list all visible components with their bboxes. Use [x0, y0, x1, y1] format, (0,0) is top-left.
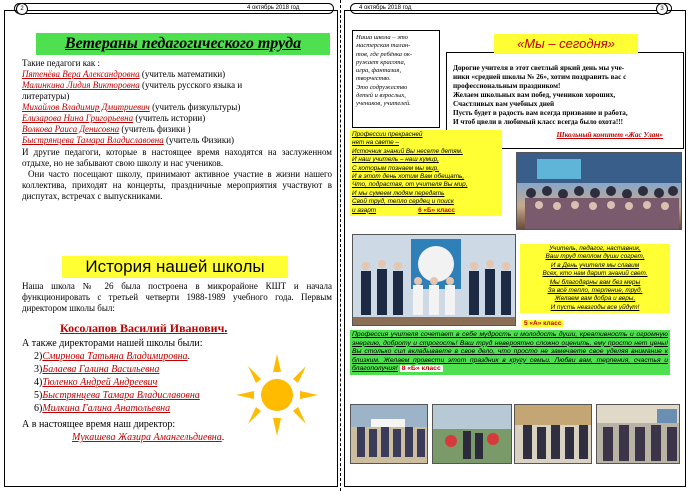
profession-text: Профессия учителя сочетает в себе мудрость и молодость души, креативность и огромную энергию, доброту и строгость! Ваш труд невероятно сложно оценить, ему просто нет цены! Вы столько сил вкладываете в свое дело, что просто не замечаете свое уделяя внимание к близким. Желаем провести этот праздник в кругу семьи. Любви вам, терпения, счастья и благополучия!	[352, 331, 668, 373]
event-photo-3	[514, 404, 592, 464]
poem-line: тов, где ребёнка ок-	[356, 50, 413, 58]
poem-line: И в День учителя мы славим	[550, 261, 640, 269]
poem-line: учеников, учителей.	[356, 100, 411, 108]
greeting-line: профессиональным праздником!	[453, 82, 561, 90]
current-director-name: Мукашева Жазира Амангельдиевна	[72, 432, 222, 443]
director-name: Тюленко Андрей Андреевич	[42, 377, 158, 388]
poem-line: Ваш труд теплом души согрет,	[545, 253, 645, 261]
teacher-role: (учитель математики)	[141, 69, 226, 79]
founder-name-text: Косолапов Василий Иванович	[60, 321, 225, 335]
poem-5a	[520, 244, 670, 313]
poem-line: творчество.	[356, 75, 391, 83]
teacher-name: Быстрянцева Тамара Владиславовна	[22, 135, 164, 145]
director-name: Милкина Галина Анатольевна	[42, 403, 171, 414]
teacher-role: (учитель Физики)	[165, 135, 235, 145]
greeting-line: Счастливых вам учебных дней	[453, 100, 555, 108]
class-tag: 6 «Б» класс	[418, 206, 455, 214]
event-photo-2	[432, 404, 512, 464]
teacher-profession-text	[350, 330, 670, 375]
history-para: Наша школа № 26 была построена в микрорайоне КШТ и начала функционировать с третьей четверти 1988-1989 учебного года. Первым директором школы был:	[22, 281, 332, 313]
poem-line: детей и взрослых,	[356, 92, 406, 100]
directors-label: А также директорами нашей школы были:	[22, 338, 203, 349]
veterans-intro: Такие педагоги как :	[22, 58, 101, 68]
current-director-dot: .	[221, 432, 225, 443]
center-fold-line	[340, 0, 341, 491]
veterans-para-2: Они часто посещают школу, принимают активное участие в жизни нашего коллектива, приходят на концерты, праздничные мероприятия участвуют в диспутах, встречах с выпускниками.	[22, 169, 332, 201]
director-item	[22, 350, 262, 363]
school-poem-box	[352, 30, 440, 128]
teacher-role: литературы)	[22, 91, 70, 101]
greeting-line: И чтоб цвели в любимый класс всегда было охота!!!	[453, 118, 623, 126]
poem-line: Всех, кто нам дарит знаний свет.	[542, 270, 648, 278]
poem-line: Желаем вам добра и веры,	[554, 295, 636, 303]
director-item	[22, 363, 262, 376]
right-header-date: 4 октябрь 2018 год	[359, 5, 412, 11]
founder-name	[60, 321, 227, 336]
veterans-para-1: И другие педагоги, которые в настоящее время находятся на заслуженном отдыхе, но не забывают свою школу и нас учеников.	[22, 147, 332, 168]
directors-section	[22, 337, 262, 444]
director-num: 5)	[34, 390, 43, 401]
teacher-row	[22, 102, 332, 113]
poem-line: нет на свете –	[352, 139, 400, 147]
teacher-name: Елизарова Нина Григорьевна	[22, 113, 134, 123]
poem-line: С которым познаем мы мир.	[352, 164, 439, 172]
poem-line: Источник знаний Вы несете детям.	[352, 147, 463, 155]
greeting-line: ники «средней школы № 26», хотим поздравить вас с	[453, 73, 627, 81]
teacher-row	[22, 69, 332, 80]
stage-concert-photo	[352, 234, 516, 326]
poem-line: Это содружество	[356, 83, 408, 91]
teacher-row	[22, 113, 332, 124]
poem-line: и азарт	[352, 206, 377, 214]
director-item	[22, 376, 262, 389]
history-title: История нашей школы	[62, 256, 288, 278]
left-header-date: 4 октябрь 2018 год	[247, 5, 300, 11]
class-tag-8b: 8 «Б» класс	[401, 365, 441, 373]
class-tag-5a: 5 «А» класс	[524, 320, 562, 327]
greeting-title: «Мы – сегодня»	[494, 34, 638, 54]
event-photo-4	[596, 404, 680, 464]
director-num: 3)	[34, 364, 43, 375]
teacher-row	[22, 91, 332, 102]
director-end: .	[187, 351, 191, 362]
director-num: 6)	[34, 403, 43, 414]
poem-line: За всё тепло, терпение, труд.	[547, 287, 643, 295]
poem-line: игра, фантазия,	[356, 67, 402, 75]
teacher-row	[22, 80, 332, 91]
director-name: Быстрянцева Тамара Владиславовна	[42, 390, 200, 401]
poem-line: И в этот день хотим Вам обещать,	[352, 173, 465, 181]
veterans-section	[22, 58, 332, 202]
teacher-role: (учитель истории)	[135, 113, 206, 123]
teachers-group-photo	[516, 152, 682, 230]
sun-icon	[232, 352, 322, 438]
teacher-name: Малинкина Лидия Викторовна	[22, 80, 140, 90]
teacher-name: Михайлов Владимир Дмитриевич	[22, 102, 150, 112]
director-num: 2)	[34, 351, 43, 362]
teacher-role: (учитель физики )	[121, 124, 191, 134]
director-name: Смирнова Татьяна Владимировна	[42, 351, 188, 362]
director-name: Балаева Галина Васильевна	[42, 364, 160, 375]
poem-6b	[350, 130, 502, 216]
poem-line: Что, подрастая, от учителя Вы мир,	[352, 181, 468, 189]
right-header-bar	[350, 3, 672, 14]
founder-dot: .	[224, 321, 228, 335]
teacher-role: (учитель физкультуры)	[152, 102, 241, 112]
teacher-row	[22, 124, 332, 135]
director-item	[22, 402, 262, 415]
poem-line: Учитель, педагог, наставник,	[549, 245, 641, 252]
greeting-line: Дорогие учителя в этот светлый яркий день мы уче-	[453, 64, 625, 72]
greeting-signature: Школьный комитет «Жас Улан»	[556, 131, 663, 139]
teacher-name: Волкова Раиса Денисовна	[22, 124, 120, 134]
poem-line: Мы благодарны вам без меры	[549, 278, 641, 286]
director-item	[22, 389, 262, 402]
current-director	[22, 431, 262, 444]
teacher-row	[22, 135, 332, 146]
veterans-title: Ветераны педагогического труда	[36, 33, 330, 55]
greeting-line: Желаем школьных вам побед, учеников хороших,	[453, 91, 616, 99]
teacher-name: Пятенёва Вера Александровна	[22, 69, 140, 79]
poem-line: ружает красота,	[356, 58, 406, 66]
poem-line: И пусть невзгоды все уйдут!	[550, 303, 640, 311]
event-photo-1	[350, 404, 428, 464]
poem-line: мастерская талан-	[356, 42, 411, 50]
right-page-number: 3	[656, 3, 668, 15]
current-director-label: А в настоящее время наш директор:	[22, 419, 176, 430]
poem-line: И мы сумеем людям передать	[352, 189, 445, 197]
poem-line: И наш учитель – наш кумир,	[352, 156, 439, 164]
poem-line: Наша школа – это	[356, 34, 408, 41]
left-page-number: 2	[16, 3, 28, 15]
poem-line: Свой труд, тепло сердец и поиск	[352, 198, 454, 206]
greeting-line: Пусть будет в радость вам всегда призвание и работа,	[453, 109, 628, 117]
director-num: 4)	[34, 377, 43, 388]
left-header-bar	[14, 3, 334, 14]
poem-line: Профессии прекрасней	[352, 131, 423, 138]
teacher-role: (учитель русского языка и	[141, 80, 243, 90]
